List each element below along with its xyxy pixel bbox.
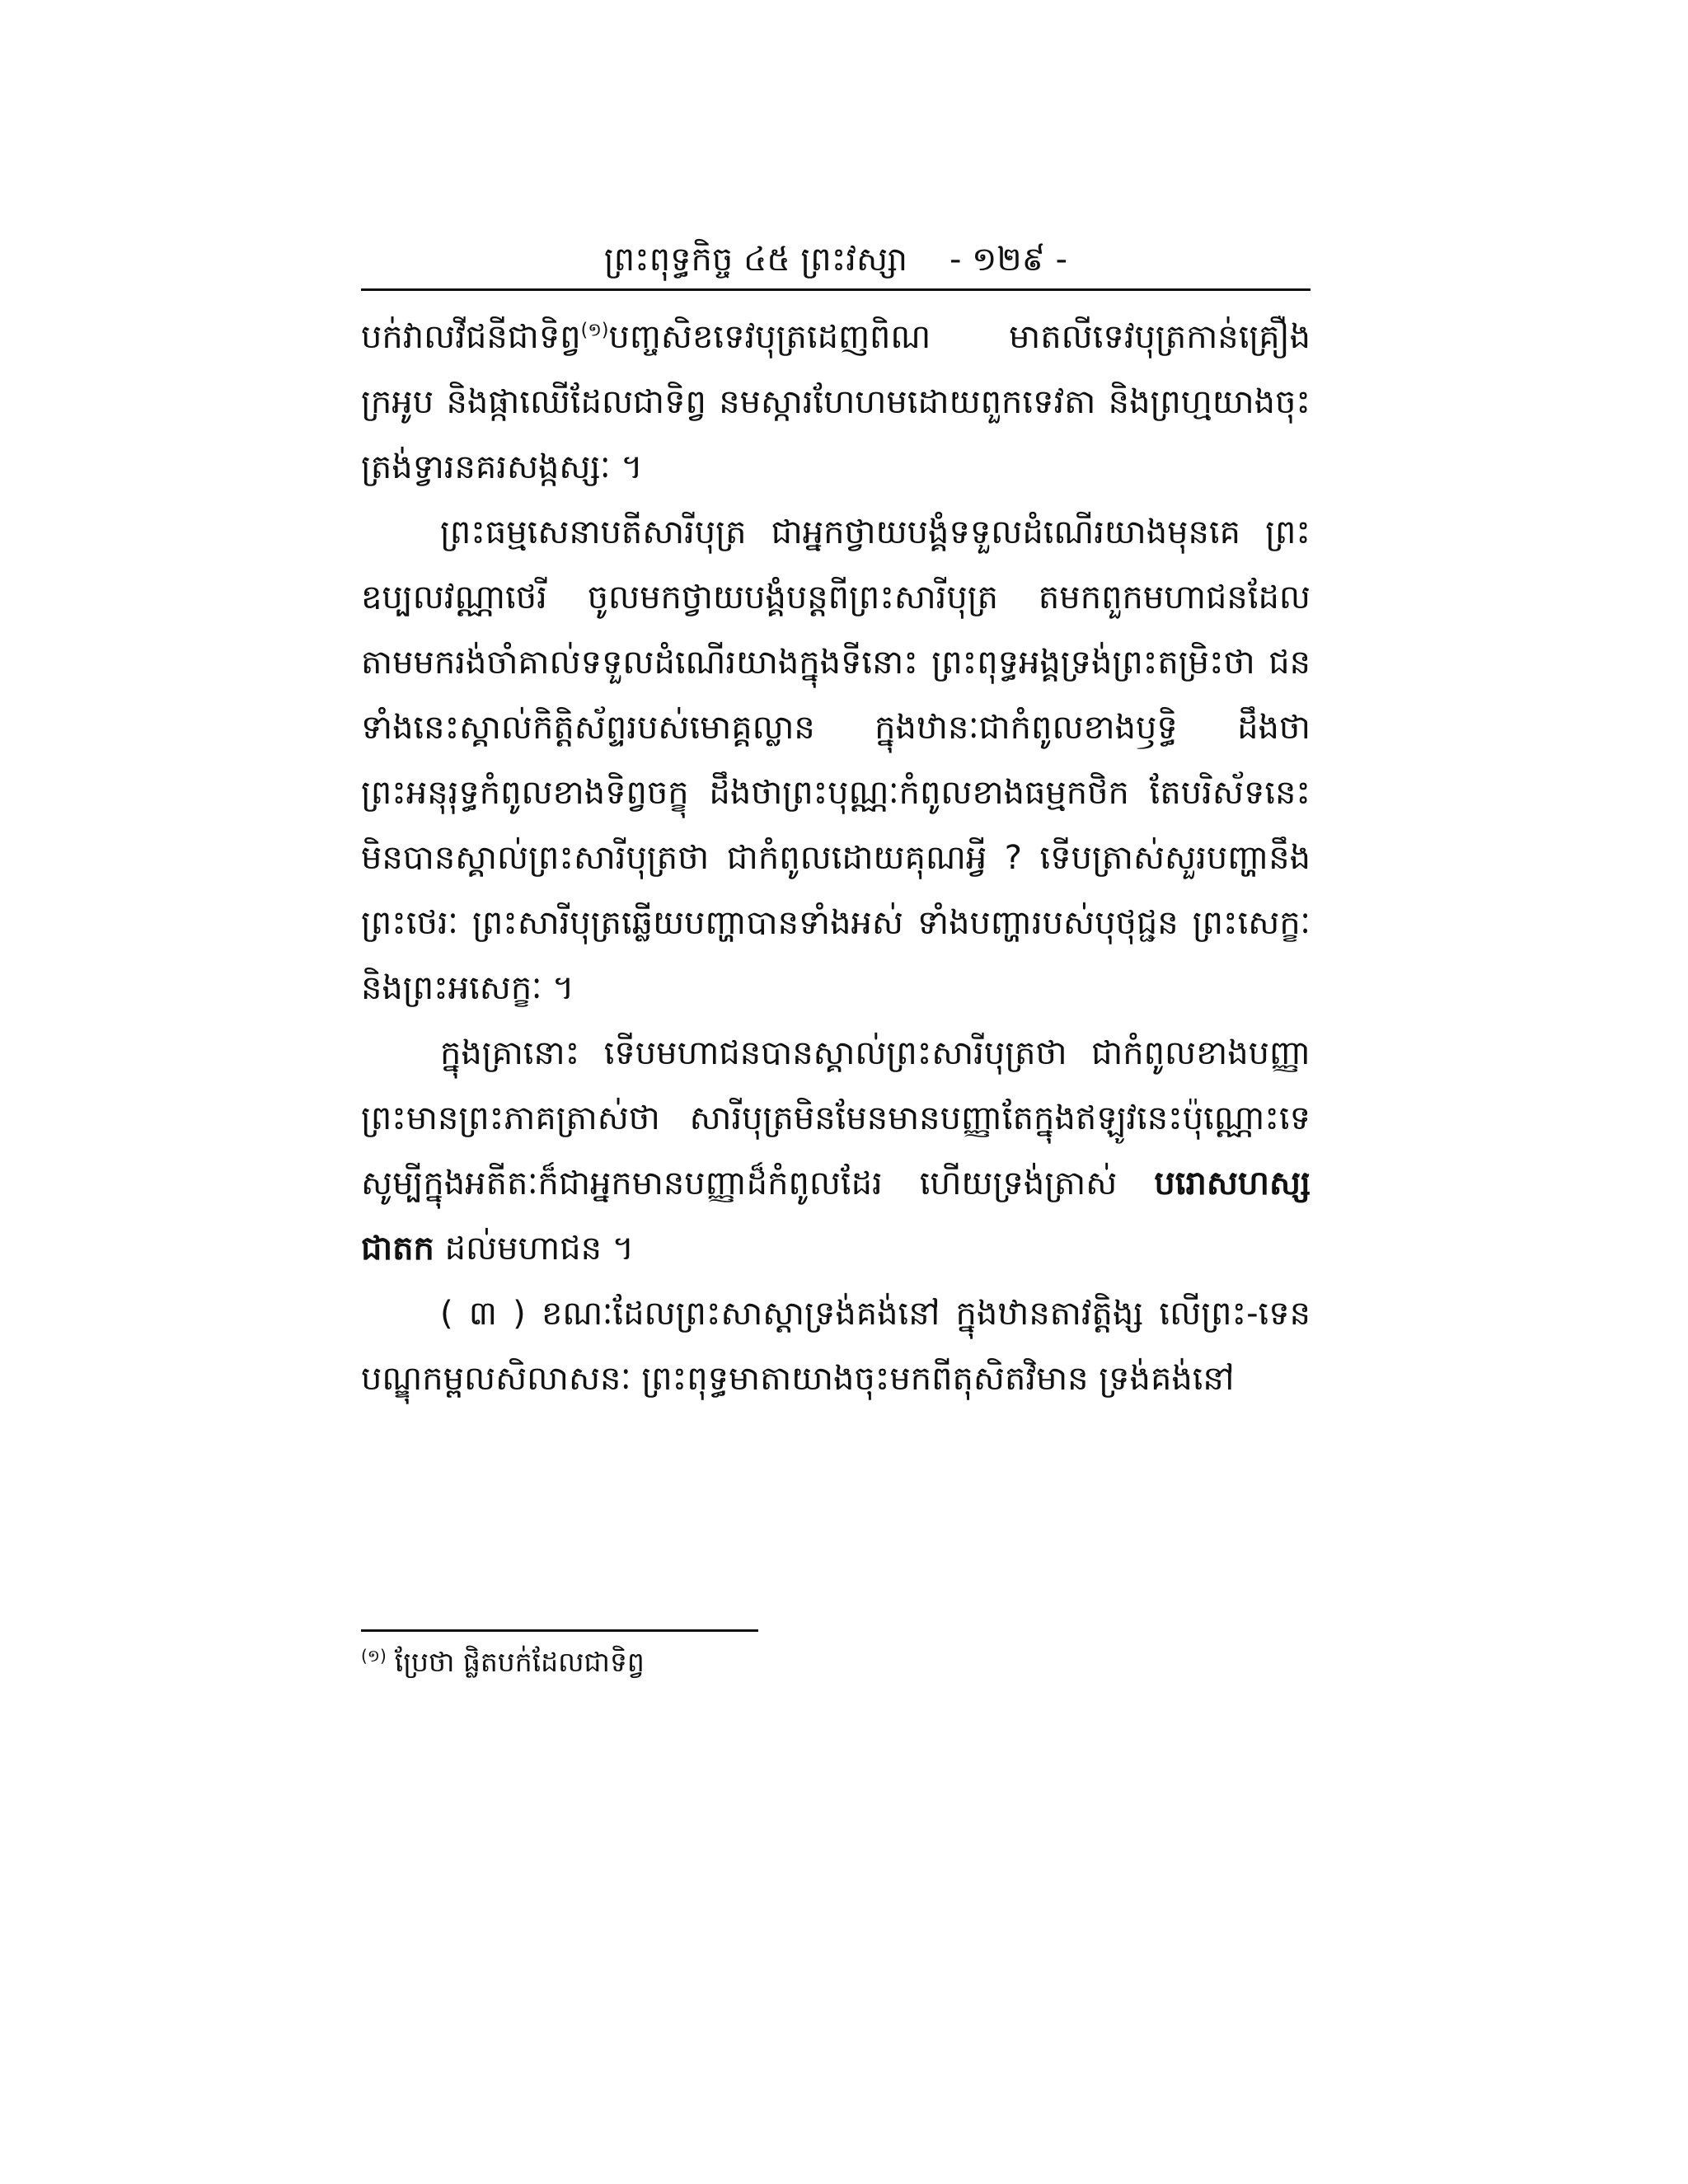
paragraph-3-end: ដល់មហាជន ។ bbox=[444, 1230, 635, 1268]
footnote-reference: (១) bbox=[580, 320, 609, 341]
page-number: - ១២៩ - bbox=[949, 241, 1068, 279]
footnote-mark: (១) bbox=[361, 1646, 387, 1666]
header-rule bbox=[361, 288, 1311, 291]
paragraph-1-text-rest: បញ្ចសិខទេវបុត្រដេញពិណ មាតលីទេវបុត្រកាន់គ្រឿងក្រអូប និងផ្កាឈើដែលជាទិព្វ នមស្ការហែហមដោយពួកទេវតា និងព្រហ្មយាងចុះត្រង់ទ្វារនគរសង្កស្សៈ ។ bbox=[361, 318, 1311, 486]
paragraph-1 bbox=[361, 305, 1311, 500]
page-header bbox=[361, 233, 1311, 286]
paragraph-4: ( ៣ ) ខណៈដែលព្រះសាស្តាទ្រង់គង់នៅ ក្នុងឋានតាវត្តិង្ស លើព្រះ-ទេនបណ្ឌុកម្ពលសិលាសនៈ ព្រះពុទ្ធមាតាយាងចុះមកពីតុសិតវិមាន ទ្រង់គង់នៅ bbox=[361, 1295, 1311, 1398]
paragraph-3-text: ក្នុងគ្រានោះ ទើបមហាជនបានស្គាល់ព្រះសារីបុត្រថា ជាកំពូលខាងបញ្ញា ព្រះមានព្រះភាគត្រាស់ថា សារីបុត្រមិនមែនមានបញ្ញាតែក្នុងឥឡូវនេះប៉ុណ្ណោះទេ សូម្បីក្នុងអតីតៈក៏ជាអ្នកមានបញ្ញាដ៏កំពូលដែរ ហើយទ្រង់ត្រាស់ bbox=[361, 1034, 1311, 1202]
paragraph-2: ព្រះធម្មសេនាបតីសារីបុត្រ ជាអ្នកថ្វាយបង្គំទទួលដំណើរយាងមុនគេ ព្រះឧប្បលវណ្ណាថេរី ចូលមកថ្វាយបង្គំបន្តពីព្រះសារីបុត្រ តមកពួកមហាជនដែលតាមមករង់ចាំគាល់ទទួលដំណើរយាងក្នុងទីនោះ ព្រះពុទ្ធអង្គទ្រង់ព្រះតម្រិះថា ជនទាំងនេះស្គាល់កិត្តិស័ព្ទរបស់មោគ្គល្លាន ក្នុងឋានៈជាកំពូលខាងឫទ្ធិ ដឹងថាព្រះអនុរុទ្ធកំពូលខាងទិព្វចក្ខុ ដឹងថាព្រះបុណ្ណៈកំពូលខាងធម្មកថិក តែបរិស័ទនេះមិនបានស្គាល់ព្រះសារីបុត្រថា ជាកំពូលដោយគុណអ្វី ? ទើបត្រាស់សួរបញ្ហានឹងព្រះថេរៈ ព្រះសារីបុត្រឆ្លើយបញ្ហាបានទាំងអស់ ទាំងបញ្ហារបស់បុថុជ្ជន ព្រះសេក្ខៈ និងព្រះអសេក្ខៈ ។ bbox=[361, 513, 1311, 1007]
jataka-title: បរោសហស្សជាតក bbox=[361, 1165, 1311, 1268]
footnote-rule bbox=[361, 1629, 758, 1632]
footnote-text: ប្រែថា ផ្លិតបក់ដែលជាទិព្វ bbox=[394, 1646, 645, 1678]
running-title: ព្រះពុទ្ធកិច្ច ៤៥ ព្រះវស្សា bbox=[603, 241, 908, 279]
body-text bbox=[361, 305, 1311, 1412]
footnote bbox=[361, 1642, 1311, 1683]
paragraph-3 bbox=[361, 1021, 1311, 1282]
paragraph-1-text-start: បក់វាលវីជនីជាទិព្វ bbox=[361, 318, 581, 356]
